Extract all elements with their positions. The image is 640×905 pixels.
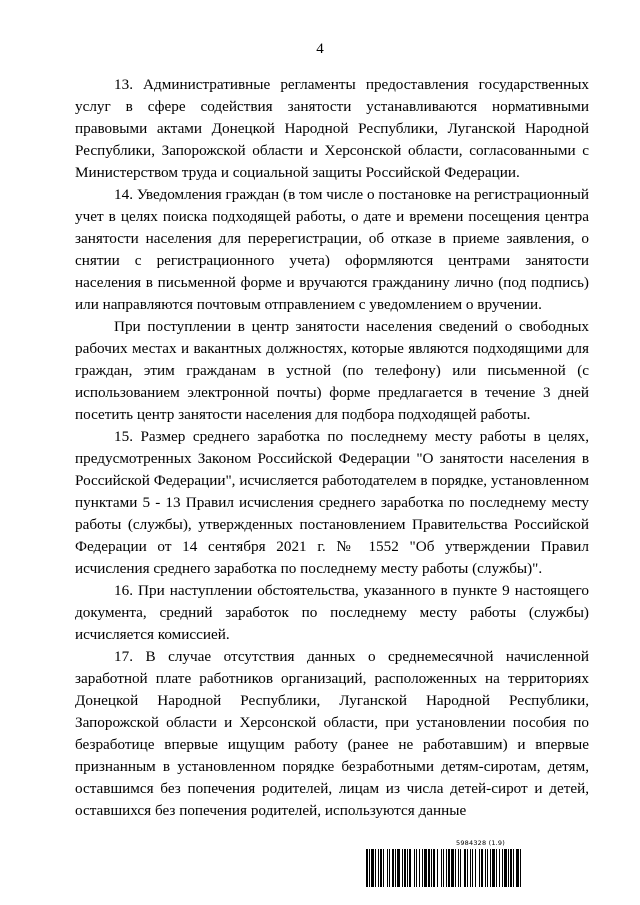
barcode-bar xyxy=(387,849,388,887)
barcode-bar xyxy=(414,849,415,887)
paragraph-13: 13. Административные регламенты предоставления государственных услуг в сфере содействия занятости устанавливаются нормативными правовыми актами Донецкой Народной Республики, Луганской Народной Республики, Запорожской области и Херсонской области, согласованными с Министерством труда и социальной защиты Российской Федерации. xyxy=(75,76,589,181)
barcode-bar xyxy=(460,849,461,887)
barcode-bar xyxy=(397,849,400,887)
barcode-bar xyxy=(499,849,500,887)
barcode-bar xyxy=(448,849,450,887)
barcode-bar xyxy=(375,849,376,887)
barcode-bar xyxy=(464,849,466,887)
barcode-bar xyxy=(490,849,491,887)
barcode-bar xyxy=(485,849,486,887)
barcode-bar xyxy=(470,849,471,887)
barcode-bar xyxy=(458,849,459,887)
barcode-bar xyxy=(502,849,503,887)
barcode-bar xyxy=(428,849,430,887)
barcode-bar xyxy=(496,849,497,887)
barcode-bar xyxy=(441,849,442,887)
barcode-bar xyxy=(371,849,374,887)
paragraph-15: 15. Размер среднего заработка по последнему месту работы в целях, предусмотренных Законом Российской Федерации "О занятости населения в Российской Федерации", исчисляется работодателем в порядке, установленном пунктами 5 - 13 Правил исчисления среднего заработка по последнему месту работы (службы), утвержденных постановлением Правительства Российской Федерации от 14 сентября 2021 г. № 1552 "Об утверждении Правил исчисления среднего заработка по последнему месту работы (службы)". xyxy=(75,428,589,577)
barcode-bar xyxy=(481,849,483,887)
barcode-bar xyxy=(510,849,512,887)
paragraph-16: 16. При наступлении обстоятельства, указанного в пункте 9 настоящего документа, средний заработок по последнему месту работы (службы) исчисляется комиссией. xyxy=(75,582,589,643)
barcode-bar xyxy=(487,849,488,887)
barcode-bar xyxy=(424,849,427,887)
barcode-bar xyxy=(467,849,468,887)
barcode-bar xyxy=(475,849,476,887)
barcode-bar xyxy=(455,849,456,887)
barcode-bar xyxy=(369,849,370,887)
barcode-bar xyxy=(404,849,406,887)
barcode-bar xyxy=(419,849,420,887)
paragraph-14-continued: При поступлении в центр занятости населения сведений о свободных рабочих местах и вакантных должностях, которые являются подходящими для граждан, этим гражданам в устной (по телефону) или письменной (с использованием электронной почты) форме предлагается в течение 3 дней посетить центр занятости населения для подбора подходящей работы. xyxy=(75,318,589,423)
barcode-bar xyxy=(366,849,368,887)
barcode-bar xyxy=(402,849,403,887)
paragraph-17: 17. В случае отсутствия данных о среднемесячной начисленной заработной плате работников организаций, расположенных на территориях Донецкой Народной Республики, Луганской Народной Республики, Запорожской области и Херсонской области, при установлении пособия по безработице впервые ищущим работу (ранее не работавшим) и впервые признанным в установленном порядке безработными детям-сиротам, детям, оставшимся без попечения родителей, лицам из числа детей-сирот и детей, оставшихся без попечения родителей, используются данные xyxy=(75,648,589,819)
barcode-bar xyxy=(392,849,394,887)
barcode-bar xyxy=(443,849,444,887)
barcode-bar xyxy=(409,849,411,887)
barcode-bar xyxy=(383,849,384,887)
page-number: 4 xyxy=(316,41,324,57)
barcode-bar xyxy=(437,849,438,887)
barcode-bar xyxy=(422,849,423,887)
barcode-bar xyxy=(446,849,447,887)
barcode-bar xyxy=(472,849,473,887)
barcode-bar xyxy=(492,849,495,887)
barcode-bar xyxy=(433,849,435,887)
barcode-icon xyxy=(366,849,595,887)
barcode-bar xyxy=(451,849,454,887)
barcode-bar xyxy=(504,849,507,887)
barcode-bar xyxy=(513,849,514,887)
barcode-caption: 5984328 (1.9) xyxy=(455,839,506,847)
document-barcode xyxy=(366,839,595,889)
barcode-bar xyxy=(416,849,417,887)
barcode-bar xyxy=(516,849,519,887)
barcode-bar xyxy=(378,849,379,887)
barcode-bar xyxy=(520,849,521,887)
barcode-bar xyxy=(508,849,509,887)
paragraph-14: 14. Уведомления граждан (в том числе о постановке на регистрационный учет в целях поиска подходящей работы, о дате и времени посещения центра занятости населения для перерегистрации, об отказе в приеме заявления, о снятии с регистрационного учета) оформляются центрами занятости населения в письменной форме и вручаются гражданину лично (под подпись) или направляются почтовым отправлением с уведомлением о вручении. xyxy=(75,186,589,313)
barcode-bar xyxy=(389,849,390,887)
document-body xyxy=(75,74,589,822)
barcode-bar xyxy=(431,849,432,887)
barcode-bar xyxy=(479,849,480,887)
barcode-bar xyxy=(395,849,396,887)
barcode-bar xyxy=(407,849,408,887)
barcode-bar xyxy=(380,849,382,887)
